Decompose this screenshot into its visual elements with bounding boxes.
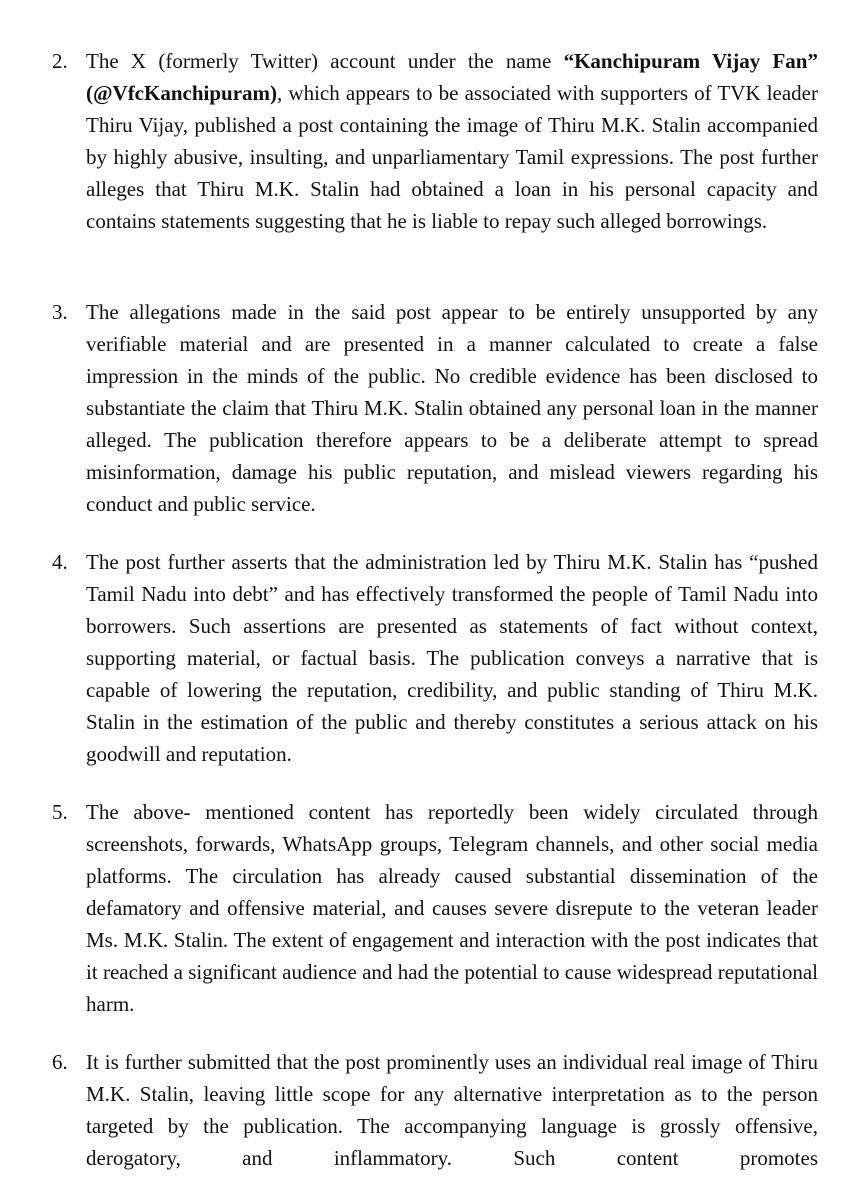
paragraph-2 (52, 45, 818, 237)
paragraph-text-rest: , which appears to be associated with supporters of TVK leader Thiru Vijay, published a post containing the image of Thiru M.K. Stalin accompanied by highly abusive, insulting, and unparliamentary Tamil expressions. The post further alleges that Thiru M.K. Stalin had obtained a loan in his personal capacity and contains statements suggesting that he is liable to repay such alleged borrowings. (86, 81, 818, 233)
paragraph-number: 6. (52, 1050, 68, 1074)
account-name: “Kanchipuram Vijay Fan” (@VfcKanchipuram) (86, 49, 818, 105)
paragraph-number: 2. (52, 49, 68, 73)
paragraph-6 (52, 1046, 818, 1174)
paragraph-text (86, 45, 818, 237)
paragraph-text: It is further submitted that the post prominently uses an individual real image of Thiru M.K. Stalin, leaving little scope for any alternative interpretation as to the person targeted by the publication. The accompanying language is grossly offensive, derogatory, and inflammatory. Such content promotes (86, 1050, 818, 1170)
paragraph-5 (52, 796, 818, 1020)
paragraph-text: The above- mentioned content has reportedly been widely circulated through screenshots, forwards, WhatsApp groups, Telegram channels, and other social media platforms. The circulation has already caused substantial dissemination of the defamatory and offensive material, and causes severe disrepute to the veteran leader Ms. M.K. Stalin. The extent of engagement and interaction with the post indicates that it reached a significant audience and had the potential to cause widespread reputational harm. (86, 800, 818, 1016)
paragraph-4 (52, 546, 818, 770)
paragraph-3 (52, 296, 818, 520)
paragraph-number: 5. (52, 800, 68, 824)
paragraph-number: 4. (52, 550, 68, 574)
paragraph-text-intro: The X (formerly Twitter) account under the name (86, 49, 564, 73)
paragraph-text: The allegations made in the said post appear to be entirely unsupported by any verifiable material and are presented in a manner calculated to create a false impression in the minds of the public. No credible evidence has been disclosed to substantiate the claim that Thiru M.K. Stalin obtained any personal loan in the manner alleged. The publication therefore appears to be a deliberate attempt to spread misinformation, damage his public reputation, and mislead viewers regarding his conduct and public service. (86, 300, 818, 516)
paragraph-text: The post further asserts that the administration led by Thiru M.K. Stalin has “pushed Tamil Nadu into debt” and has effectively transformed the people of Tamil Nadu into borrowers. Such assertions are presented as statements of fact without context, supporting material, or factual basis. The publication conveys a narrative that is capable of lowering the reputation, credibility, and public standing of Thiru M.K. Stalin in the estimation of the public and thereby constitutes a serious attack on his goodwill and reputation. (86, 550, 818, 766)
paragraph-number: 3. (52, 300, 68, 324)
